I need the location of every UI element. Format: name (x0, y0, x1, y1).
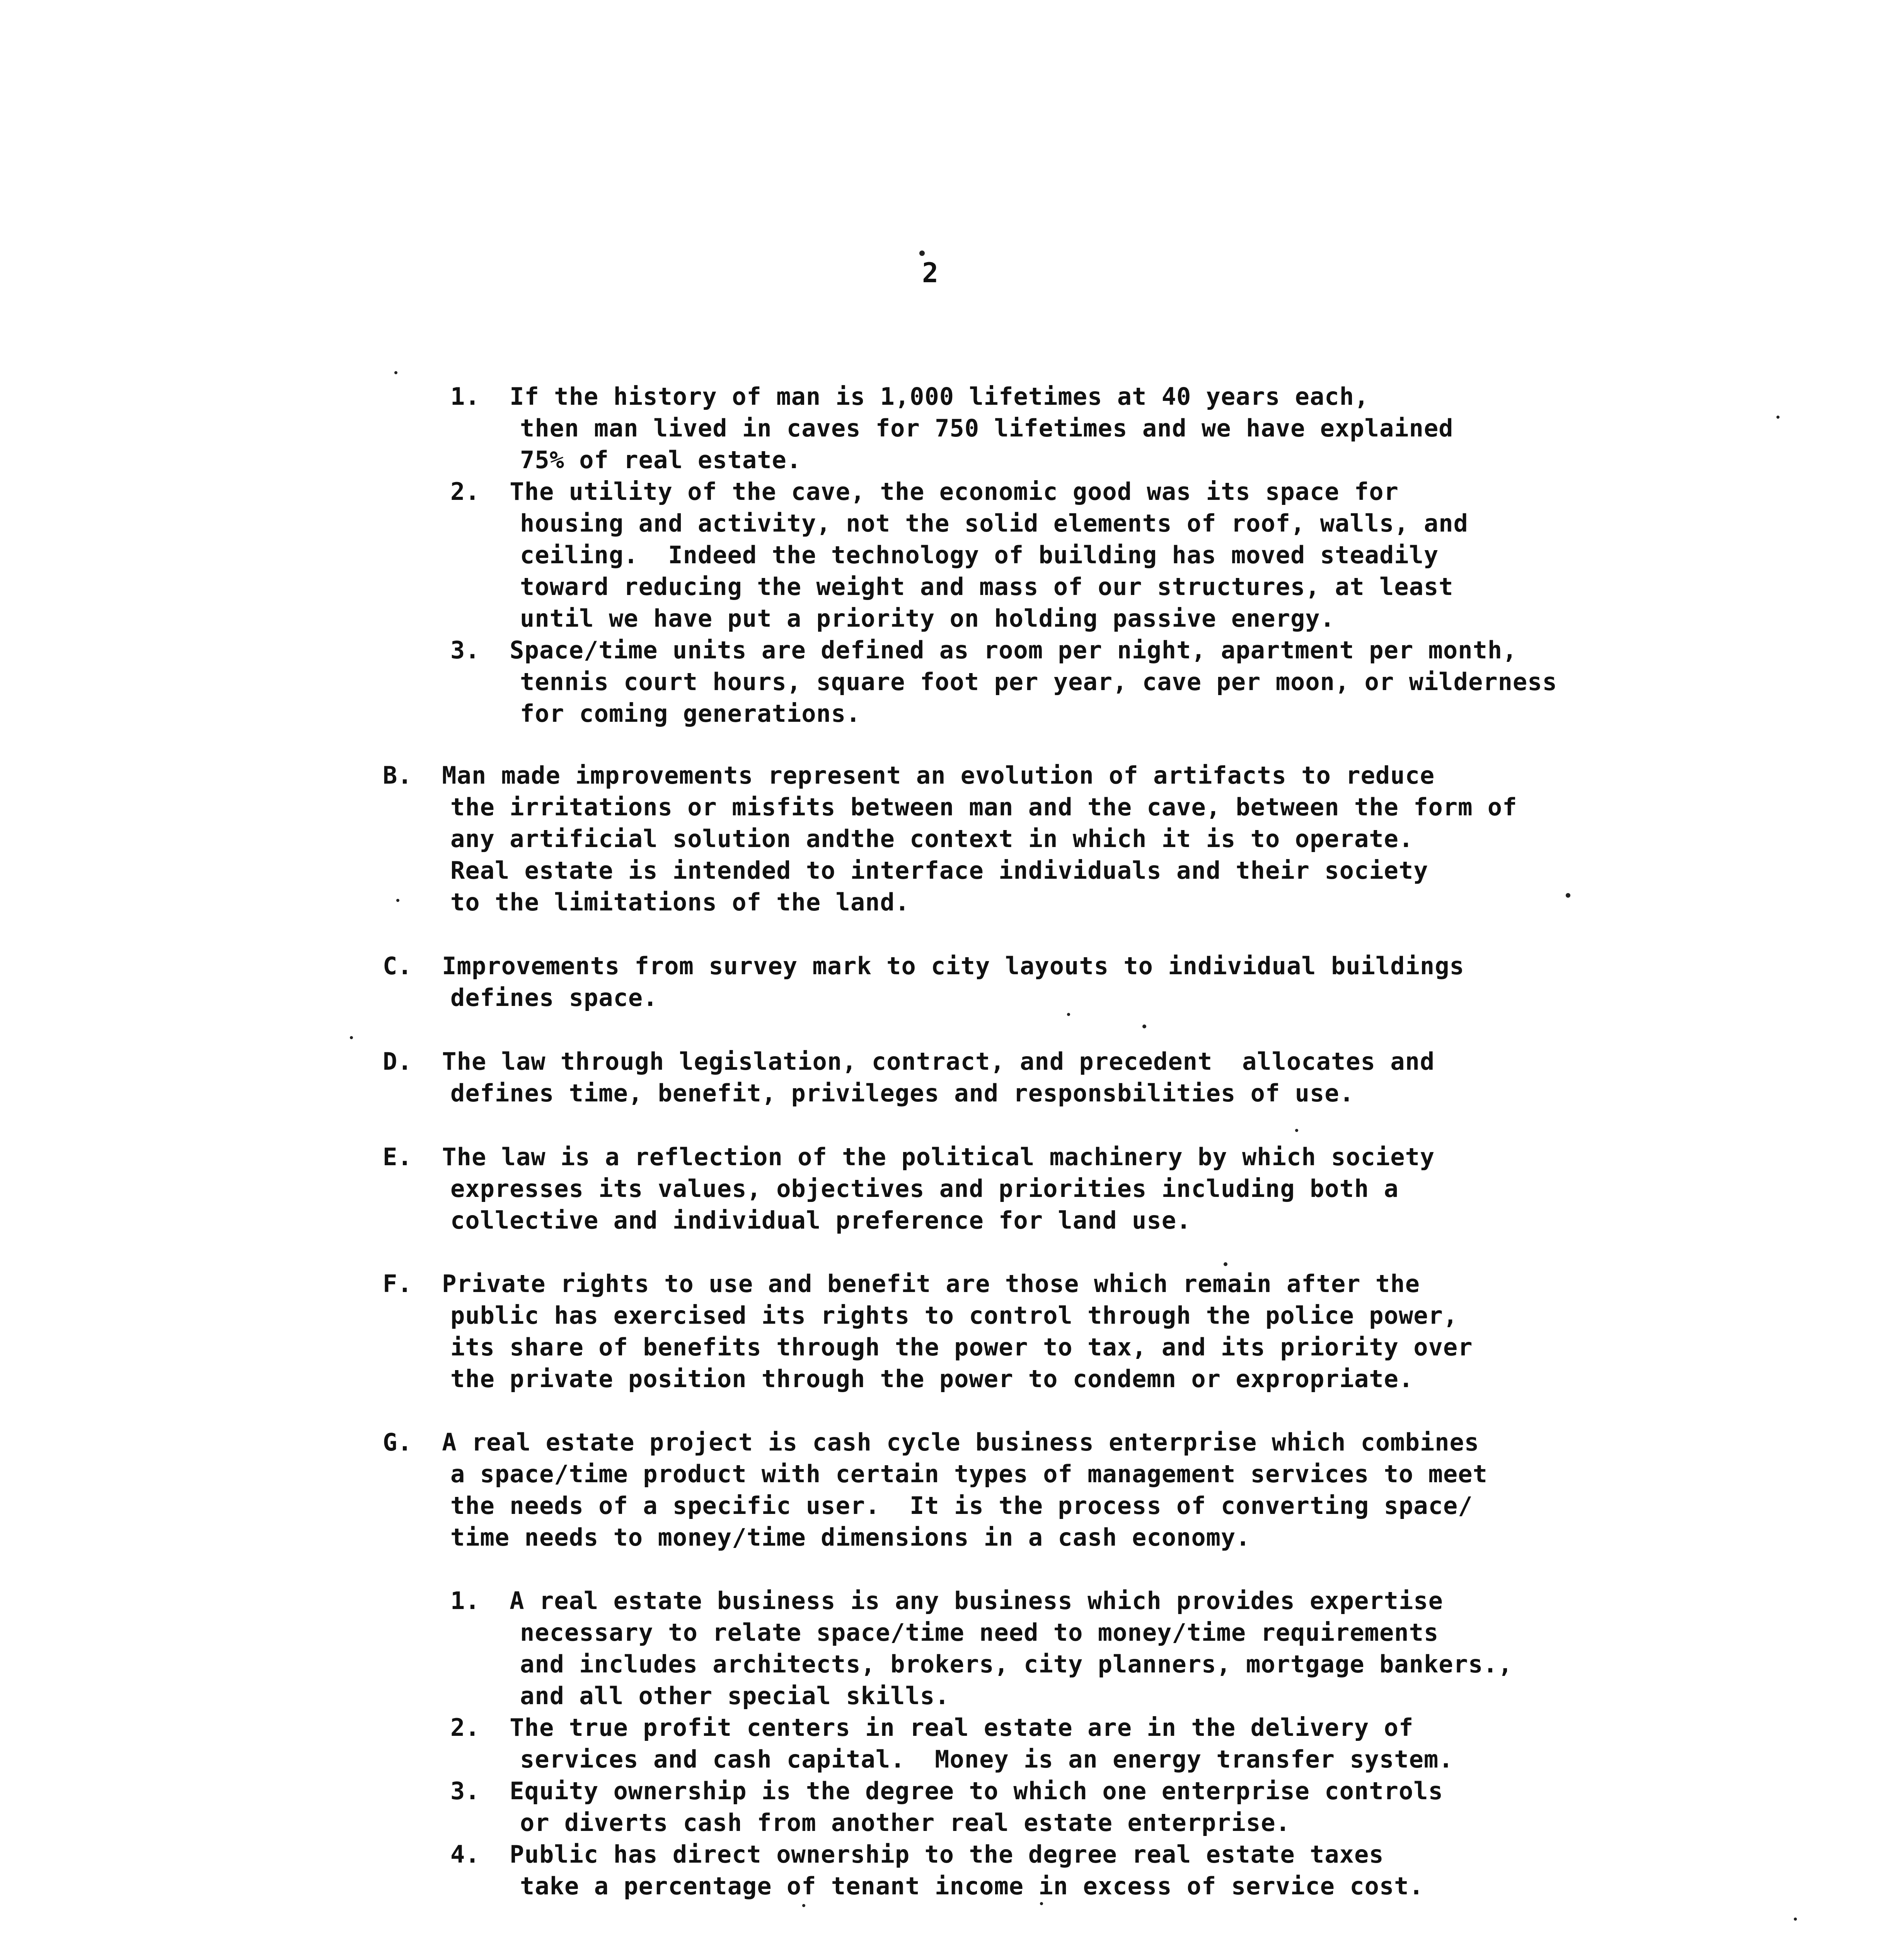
text-line: C. Improvements from survey mark to city layouts to individual buildings (383, 952, 1464, 980)
text-line: ceiling. Indeed the technology of building has moved steadily (520, 541, 1439, 569)
text-line: necessary to relate space/time need to money/time requirements (520, 1618, 1439, 1647)
text-line: D. The law through legislation, contract, and precedent allocates and (383, 1047, 1435, 1076)
text-line: a space/time product with certain types of management services to meet (450, 1460, 1488, 1488)
text-line: defines space. (450, 984, 658, 1012)
text-line: expresses its values, objectives and priorities including both a (450, 1174, 1399, 1203)
text-line: tennis court hours, square foot per year, cave per moon, or wilderness (520, 668, 1557, 696)
text-line: Real estate is intended to interface individuals and their society (450, 856, 1428, 885)
scan-speck (1040, 1902, 1043, 1905)
text-line: housing and activity, not the solid elements of roof, walls, and (520, 509, 1468, 537)
text-line: any artificial solution andthe context in which it is to operate. (450, 825, 1414, 853)
text-line: the irritations or misfits between man and the cave, between the form of (450, 793, 1517, 821)
text-line: 75% of real estate. (520, 446, 802, 474)
scan-speck (1794, 1918, 1797, 1921)
text-line: or diverts cash from another real estate enterprise. (520, 1809, 1291, 1837)
scan-speck (1776, 416, 1780, 419)
text-line: time needs to money/time dimensions in a cash economy. (450, 1523, 1251, 1551)
text-line: the needs of a specific user. It is the process of converting space/ (450, 1492, 1473, 1520)
scan-speck (350, 1036, 353, 1039)
text-line: its share of benefits through the power to tax, and its priority over (450, 1333, 1473, 1361)
text-line: 2. The true profit centers in real estate are in the delivery of (450, 1713, 1414, 1742)
text-line: 1. If the history of man is 1,000 lifetimes at 40 years each, (450, 382, 1369, 411)
text-line: 3. Equity ownership is the degree to which one enterprise controls (450, 1777, 1443, 1805)
text-line: until we have put a priority on holding passive energy. (520, 604, 1335, 632)
page-number: 2 (922, 257, 939, 289)
text-line: take a percentage of tenant income in excess of service cost. (520, 1872, 1424, 1900)
text-line: E. The law is a reflection of the political machinery by which society (383, 1143, 1435, 1171)
text-line: F. Private rights to use and benefit are those which remain after the (383, 1270, 1420, 1298)
text-line: public has exercised its rights to control through the police power, (450, 1301, 1458, 1330)
text-line: services and cash capital. Money is an energy transfer system. (520, 1745, 1454, 1773)
text-line: collective and individual preference for land use. (450, 1206, 1191, 1234)
text-line: G. A real estate project is cash cycle business enterprise which combines (383, 1428, 1480, 1456)
scan-speck (1142, 1024, 1146, 1028)
scan-speck (919, 251, 925, 256)
scan-speck (394, 371, 397, 374)
text-line: 4. Public has direct ownership to the degree real estate taxes (450, 1840, 1384, 1868)
text-line: the private position through the power to condemn or expropriate. (450, 1365, 1414, 1393)
text-line: for coming generations. (520, 699, 861, 728)
text-line: 3. Space/time units are defined as room per night, apartment per month, (450, 636, 1517, 664)
text-line: B. Man made improvements represent an evolution of artifacts to reduce (383, 761, 1435, 789)
scan-speck (1067, 1013, 1070, 1016)
text-line: toward reducing the weight and mass of our structures, at least (520, 573, 1454, 601)
scan-speck (802, 1904, 805, 1907)
text-line: and includes architects, brokers, city planners, mortgage bankers., (520, 1650, 1513, 1678)
text-line: then man lived in caves for 750 lifetimes and we have explained (520, 414, 1454, 442)
text-line: 2. The utility of the cave, the economic good was its space for (450, 477, 1399, 506)
text-line: defines time, benefit, privileges and responsbilities of use. (450, 1079, 1354, 1107)
scan-speck (1224, 1262, 1227, 1266)
scan-speck (396, 899, 399, 902)
text-line: to the limitations of the land. (450, 888, 910, 916)
text-line: and all other special skills. (520, 1682, 950, 1710)
text-line: 1. A real estate business is any business which provides expertise (450, 1587, 1443, 1615)
scan-speck (1566, 893, 1570, 898)
scan-speck (1295, 1129, 1298, 1132)
